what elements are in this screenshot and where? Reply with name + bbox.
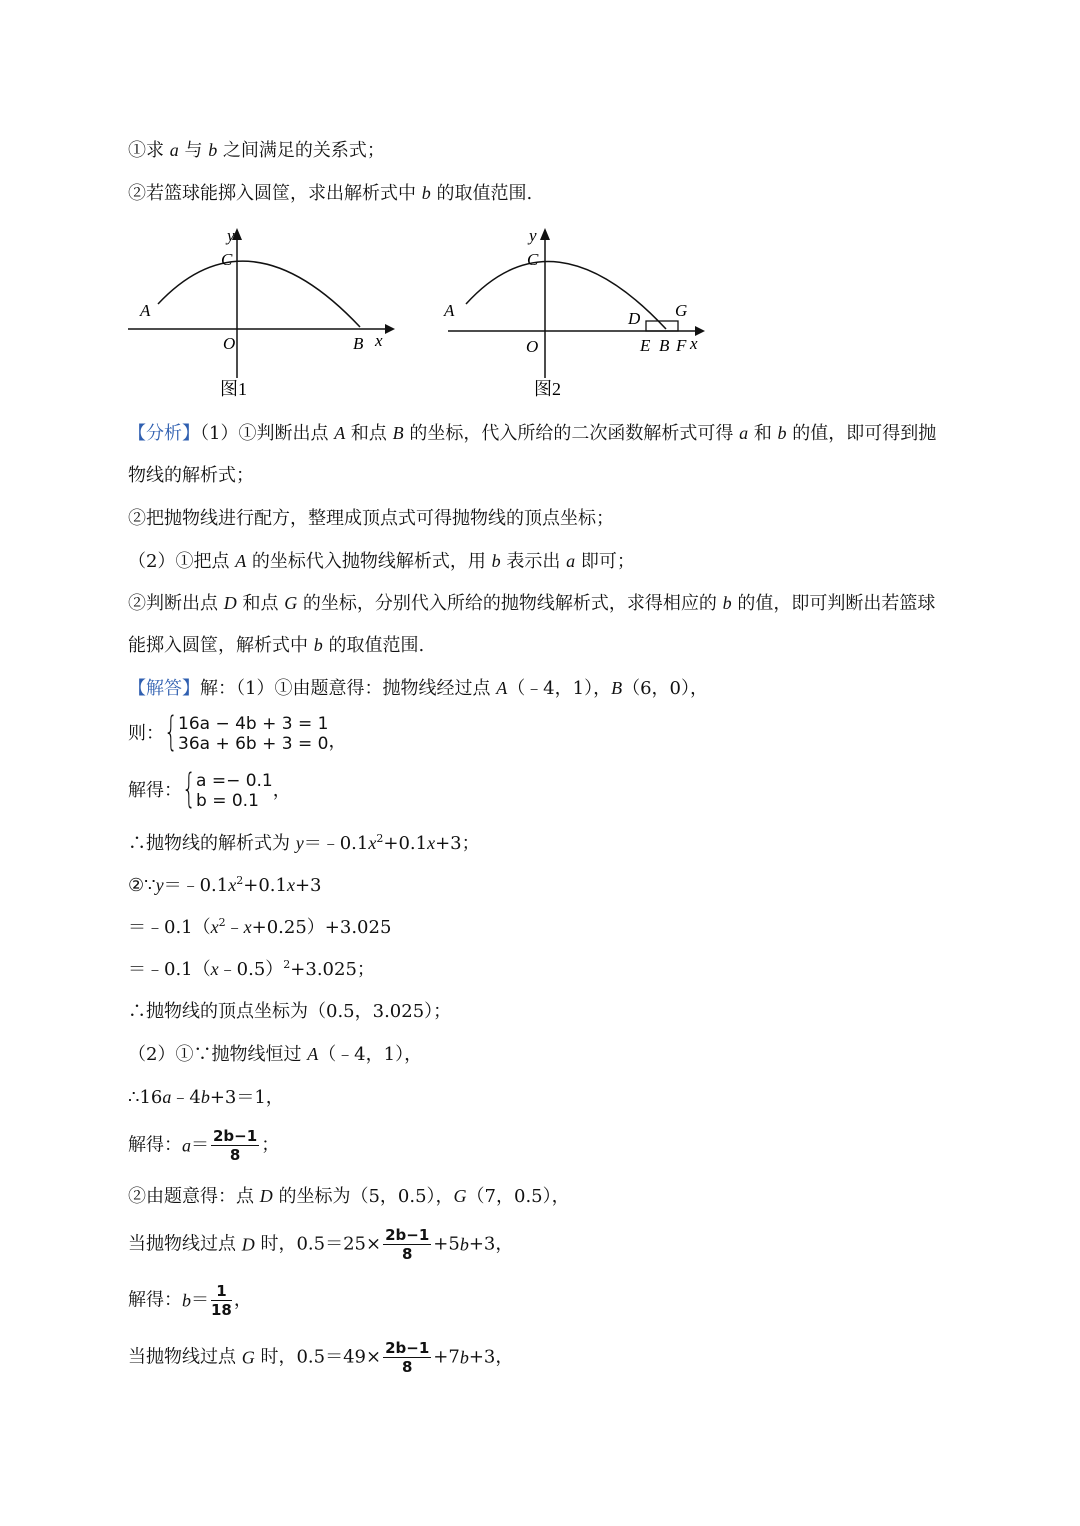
figure-1 xyxy=(120,218,400,408)
fig2-label-o: O xyxy=(526,337,539,356)
answer-line-12: ②由题意得：点 D 的坐标为（5，0.5），G（7，0.5）， xyxy=(128,1186,570,1207)
fraction-b: $\frac{1}{18}$ xyxy=(211,1282,232,1319)
fig2-label-y: y xyxy=(529,226,537,245)
hoop-rectangle xyxy=(646,321,678,331)
fig2-label-b: B xyxy=(659,336,670,355)
fig2-label-c: C xyxy=(527,250,539,269)
answer-system-2: 解得： { a =− 0.1 b = 0.1 ， xyxy=(128,766,291,812)
fraction-g: $\frac{2b-1}{8}$ xyxy=(385,1339,430,1376)
analysis-line-6: 能掷入圆筐，解析式中 b 的取值范围. xyxy=(128,635,425,656)
answer-line-11: 解得：a＝ $\frac{2b-1}{8}$ ； xyxy=(128,1127,280,1164)
answer-line-15: 当抛物线过点 G 时，0.5＝49× $\frac{2b-1}{8}$ +7b+3， xyxy=(128,1339,514,1376)
answer-line-10: ∴16a﹣4b+3＝1， xyxy=(128,1087,284,1108)
question-part-2: ②若篮球能掷入圆筐，求出解析式中 b 的取值范围. xyxy=(128,183,533,204)
question-part-1: ①求 a 与 b 之间满足的关系式； xyxy=(128,140,385,161)
answer-line-13: 当抛物线过点 D 时，0.5＝25× $\frac{2b-1}{8}$ +5b+3， xyxy=(128,1226,514,1263)
fig2-label-a: A xyxy=(444,301,455,320)
analysis-tag: 【分析】 xyxy=(128,423,200,444)
fraction-a: $\frac{2b-1}{8}$ xyxy=(213,1127,258,1164)
fig1-label-c: C xyxy=(221,250,233,269)
analysis-line-3: ②把抛物线进行配方，整理成顶点式可得抛物线的顶点坐标； xyxy=(128,508,614,529)
analysis-line-5: ②判断出点 D 和点 G 的坐标，分别代入所给的抛物线解析式，求得相应的 b 的值，即可判断出若篮球 xyxy=(128,593,936,614)
fig2-caption: 图2 xyxy=(534,379,561,399)
fraction-d: $\frac{2b-1}{8}$ xyxy=(385,1226,430,1263)
fig1-caption: 图1 xyxy=(220,379,247,399)
answer-tag: 【解答】 xyxy=(128,678,200,699)
answer-line-6: $=﹣0.1(x^2﹣x+0.25)+3.025$ xyxy=(128,916,392,938)
fig1-label-y: y xyxy=(227,226,235,245)
fig2-label-x: x xyxy=(690,334,698,353)
answer-line-8: ∴抛物线的顶点坐标为（0.5，3.025）； xyxy=(128,1001,452,1022)
figure-2 xyxy=(440,218,730,408)
answer-line-9: （2）①∵抛物线恒过 A（﹣4，1）， xyxy=(128,1044,423,1065)
fig2-label-g: G xyxy=(675,301,688,320)
analysis-line-4: （2）①把点 A 的坐标代入抛物线解析式，用 b 表示出 a 即可； xyxy=(128,551,635,572)
fig1-label-a: A xyxy=(140,301,151,320)
fig2-label-e: E xyxy=(640,336,651,355)
answer-line-1: 【解答】解：（1）①由题意得：抛物线经过点 A（﹣4，1），B（6，0）， xyxy=(128,678,708,699)
fig1-label-x: x xyxy=(375,331,383,350)
fig2-label-d: D xyxy=(628,309,641,328)
analysis-line-2: 物线的解析式； xyxy=(128,465,254,486)
answer-line-5: $②\because y=﹣0.1x^2+0.1x+3$ xyxy=(128,874,322,896)
answer-line-7: ＝﹣0.1（x﹣0.5）$^2$+3.025； xyxy=(128,958,375,980)
answer-line-14: 解得：b＝ $\frac{1}{18}$ ， xyxy=(128,1282,252,1319)
answer-line-4: ∴抛物线的解析式为 $y=﹣0.1x^2+0.1x+3$； xyxy=(128,832,480,854)
fig2-label-f: F xyxy=(676,336,687,355)
answer-system-1: 则： { 16a − 4b + 3 = 1 36a + 6b + 3 = 0 ， xyxy=(128,709,347,755)
fig1-label-o: O xyxy=(223,334,236,353)
analysis-line-1: 【分析】（1）①判断出点 A 和点 B 的坐标，代入所给的二次函数解析式可得 a 和 b 的值，即可得到抛 xyxy=(128,423,937,444)
fig1-label-b: B xyxy=(353,334,364,353)
